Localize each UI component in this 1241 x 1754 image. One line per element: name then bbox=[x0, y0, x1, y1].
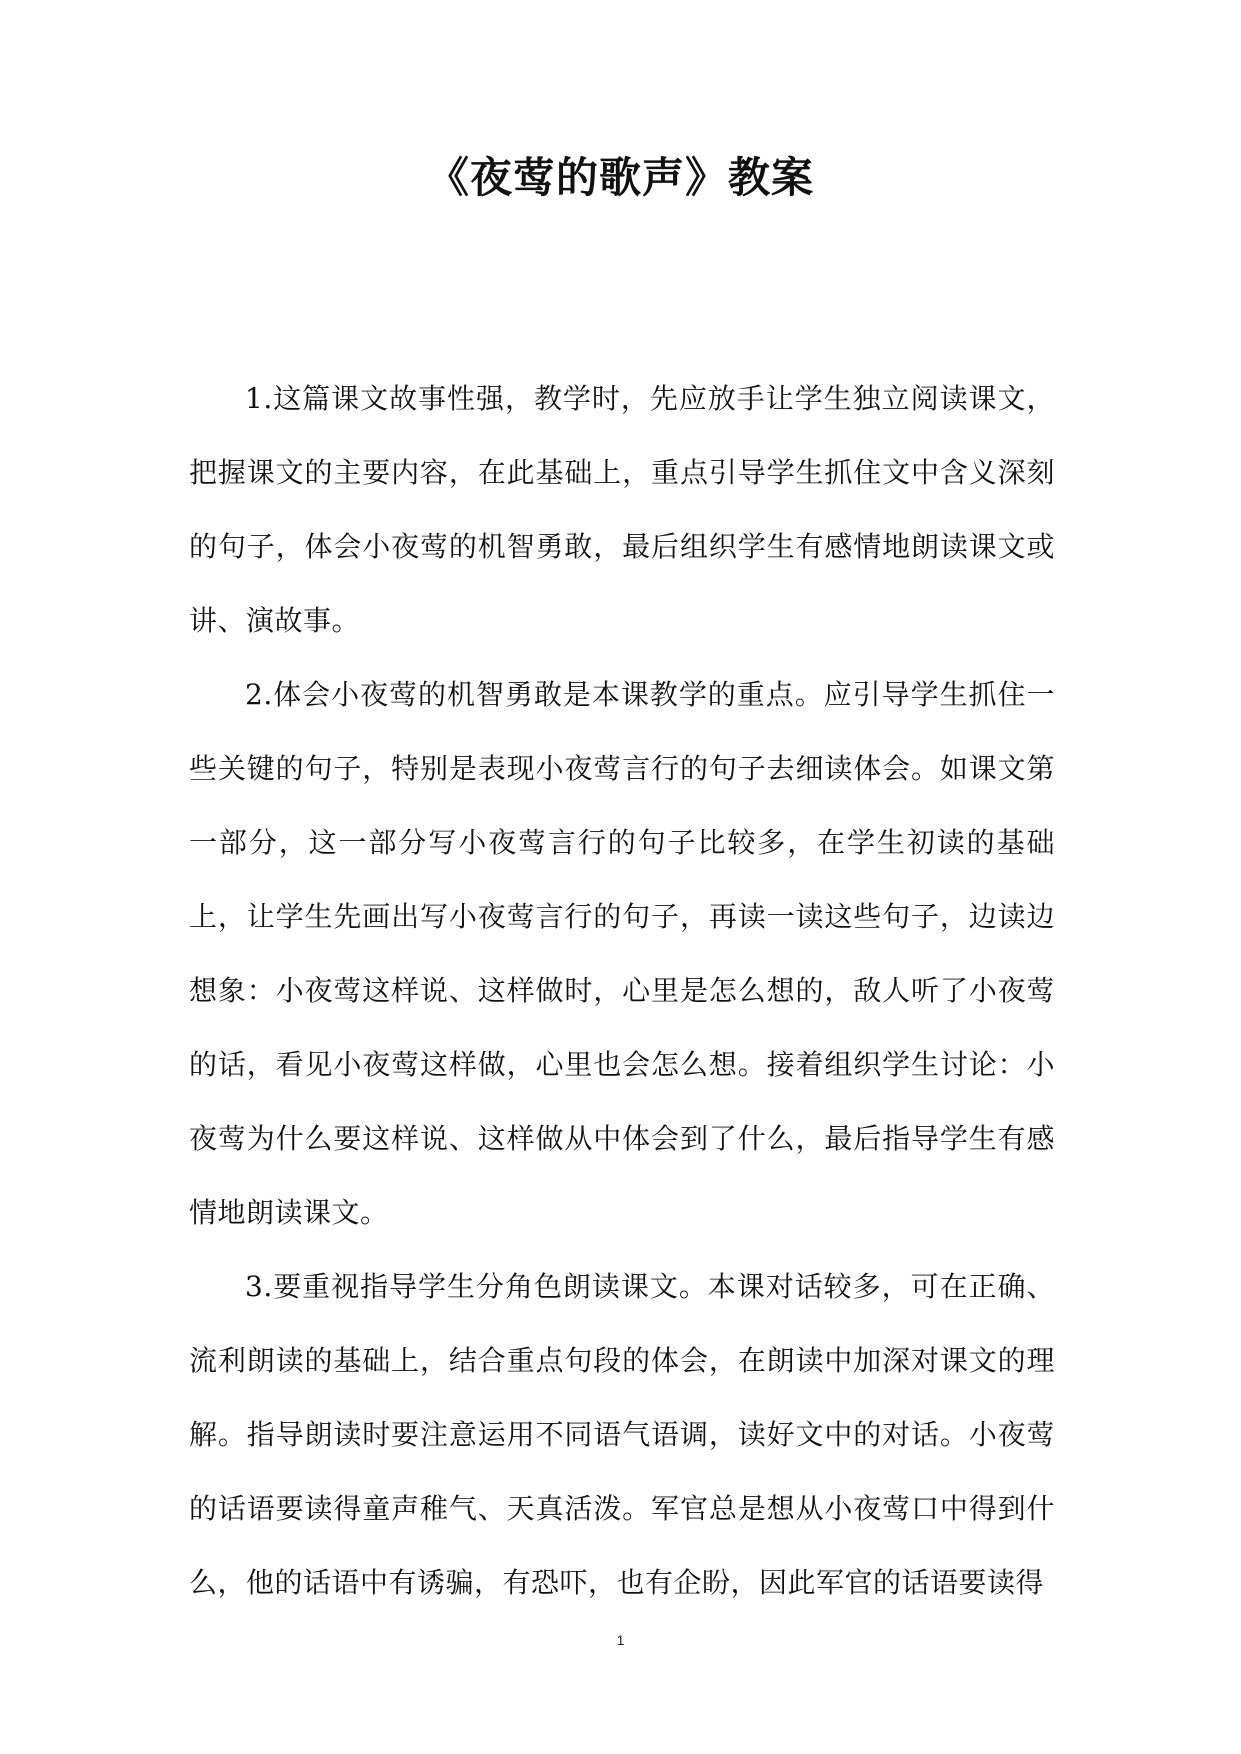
paragraph-1: 1.这篇课文故事性强，教学时，先应放手让学生独立阅读课文，把握课文的主要内容，在此基础上，重点引导学生抓住文中含义深刻的句子，体会小夜莺的机智勇敢，最后组织学生有感情地朗读课文或讲、演故事。 bbox=[189, 382, 1055, 637]
paragraph-3: 3.要重视指导学生分角色朗读课文。本课对话较多，可在正确、流利朗读的基础上，结合重点句段的体会，在朗读中加深对课文的理解。指导朗读时要注意运用不同语气语调，读好文中的对话。小夜莺的话语要读得童声稚气、天真活泼。军官总是想从小夜莺口中得到什么，他的话语中有诱骗，有恐吓，也有企盼，因此军官的话语要读得 bbox=[189, 1270, 1055, 1599]
page-number: 1 bbox=[616, 1632, 625, 1648]
document-title: 《夜莺的歌声》教案 bbox=[426, 153, 814, 202]
paragraph-2: 2.体会小夜莺的机智勇敢是本课教学的重点。应引导学生抓住一些关键的句子，特别是表现小夜莺言行的句子去细读体会。如课文第一部分，这一部分写小夜莺言行的句子比较多，在学生初读的基础上，让学生先画出写小夜莺言行的句子，再读一读这些句子，边读边想象：小夜莺这样说、这样做时，心里是怎么想的，敌人听了小夜莺的话，看见小夜莺这样做，心里也会怎么想。接着组织学生讨论：小夜莺为什么要这样说、这样做从中体会到了什么，最后指导学生有感情地朗读课文。 bbox=[189, 678, 1055, 1229]
document-body bbox=[189, 362, 1055, 1620]
